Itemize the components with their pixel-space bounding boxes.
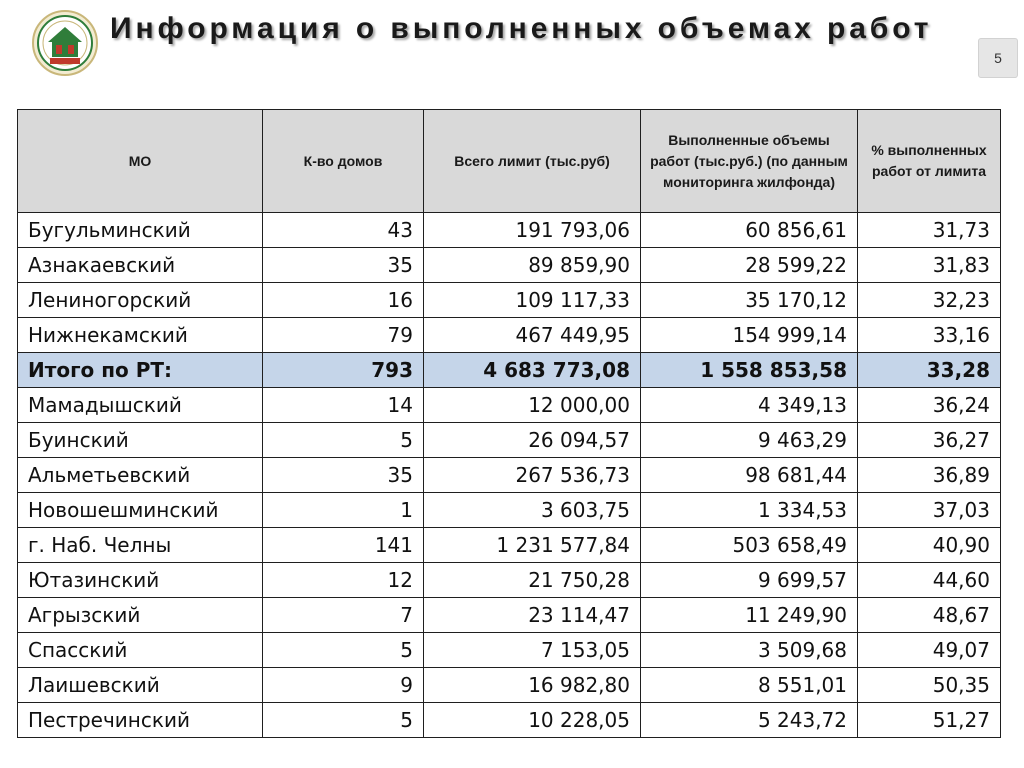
page-number-badge: 5 (978, 38, 1018, 78)
cell-mo: Альметьевский (18, 458, 263, 493)
cell-limit: 16 982,80 (424, 668, 641, 703)
table-row (18, 423, 1001, 458)
cell-limit: 267 536,73 (424, 458, 641, 493)
table-row (18, 633, 1001, 668)
cell-percent: 36,24 (858, 388, 1001, 423)
cell-done: 9 699,57 (641, 563, 858, 598)
column-header-limit: Всего лимит (тыс.руб) (424, 110, 641, 213)
table-row (18, 458, 1001, 493)
table-row (18, 213, 1001, 248)
cell-done: 154 999,14 (641, 318, 858, 353)
cell-mo: Агрызский (18, 598, 263, 633)
cell-houses: 9 (263, 668, 424, 703)
page-title: Информация о выполненных объемах работ (110, 12, 933, 45)
cell-limit: 7 153,05 (424, 633, 641, 668)
cell-percent: 44,60 (858, 563, 1001, 598)
cell-limit: 10 228,05 (424, 703, 641, 738)
cell-mo: г. Наб. Челны (18, 528, 263, 563)
cell-limit: 21 750,28 (424, 563, 641, 598)
cell-mo: Спасский (18, 633, 263, 668)
table-row (18, 493, 1001, 528)
cell-limit: 89 859,90 (424, 248, 641, 283)
table-row (18, 598, 1001, 633)
cell-limit: 3 603,75 (424, 493, 641, 528)
table-row (18, 283, 1001, 318)
cell-limit: 467 449,95 (424, 318, 641, 353)
cell-limit: 109 117,33 (424, 283, 641, 318)
cell-mo: Ютазинский (18, 563, 263, 598)
cell-houses: 14 (263, 388, 424, 423)
cell-mo: Нижнекамский (18, 318, 263, 353)
column-header-houses: К-во домов (263, 110, 424, 213)
cell-done: 28 599,22 (641, 248, 858, 283)
table-header-row (18, 110, 1001, 213)
table-row (18, 318, 1001, 353)
cell-mo: Итого по РТ: (18, 353, 263, 388)
cell-percent: 48,67 (858, 598, 1001, 633)
table-row (18, 563, 1001, 598)
cell-limit: 4 683 773,08 (424, 353, 641, 388)
cell-percent: 33,28 (858, 353, 1001, 388)
cell-percent: 36,27 (858, 423, 1001, 458)
cell-done: 35 170,12 (641, 283, 858, 318)
cell-done: 4 349,13 (641, 388, 858, 423)
table-row (18, 528, 1001, 563)
table-row (18, 668, 1001, 703)
works-volume-table (17, 109, 1001, 738)
cell-mo: Лениногорский (18, 283, 263, 318)
cell-done: 60 856,61 (641, 213, 858, 248)
cell-houses: 141 (263, 528, 424, 563)
total-row (18, 353, 1001, 388)
cell-done: 8 551,01 (641, 668, 858, 703)
table-row (18, 248, 1001, 283)
cell-percent: 50,35 (858, 668, 1001, 703)
cell-mo: Пестречинский (18, 703, 263, 738)
cell-houses: 793 (263, 353, 424, 388)
cell-percent: 33,16 (858, 318, 1001, 353)
column-header-done: Выполненные объемы работ (тыс.руб.) (по данным мониторинга жилфонда) (641, 110, 858, 213)
table-row (18, 703, 1001, 738)
cell-mo: Новошешминский (18, 493, 263, 528)
cell-limit: 1 231 577,84 (424, 528, 641, 563)
cell-percent: 32,23 (858, 283, 1001, 318)
cell-limit: 12 000,00 (424, 388, 641, 423)
logo-graphic (34, 12, 96, 74)
cell-percent: 49,07 (858, 633, 1001, 668)
cell-done: 1 558 853,58 (641, 353, 858, 388)
cell-houses: 35 (263, 248, 424, 283)
cell-percent: 37,03 (858, 493, 1001, 528)
cell-houses: 35 (263, 458, 424, 493)
cell-houses: 7 (263, 598, 424, 633)
cell-limit: 26 094,57 (424, 423, 641, 458)
cell-limit: 23 114,47 (424, 598, 641, 633)
cell-done: 5 243,72 (641, 703, 858, 738)
cell-mo: Буинский (18, 423, 263, 458)
cell-done: 98 681,44 (641, 458, 858, 493)
cell-done: 503 658,49 (641, 528, 858, 563)
cell-houses: 5 (263, 423, 424, 458)
cell-houses: 43 (263, 213, 424, 248)
cell-percent: 51,27 (858, 703, 1001, 738)
column-header-percent: % выполненных работ от лимита (858, 110, 1001, 213)
cell-houses: 16 (263, 283, 424, 318)
cell-done: 3 509,68 (641, 633, 858, 668)
cell-limit: 191 793,06 (424, 213, 641, 248)
cell-mo: Бугульминский (18, 213, 263, 248)
cell-mo: Азнакаевский (18, 248, 263, 283)
house-emblem-icon (32, 10, 98, 76)
cell-houses: 12 (263, 563, 424, 598)
cell-houses: 1 (263, 493, 424, 528)
cell-percent: 36,89 (858, 458, 1001, 493)
cell-done: 1 334,53 (641, 493, 858, 528)
column-header-mo: МО (18, 110, 263, 213)
cell-done: 9 463,29 (641, 423, 858, 458)
cell-houses: 5 (263, 633, 424, 668)
table-row (18, 388, 1001, 423)
cell-houses: 5 (263, 703, 424, 738)
cell-percent: 40,90 (858, 528, 1001, 563)
cell-mo: Лаишевский (18, 668, 263, 703)
cell-done: 11 249,90 (641, 598, 858, 633)
cell-mo: Мамадышский (18, 388, 263, 423)
cell-percent: 31,83 (858, 248, 1001, 283)
cell-houses: 79 (263, 318, 424, 353)
cell-percent: 31,73 (858, 213, 1001, 248)
